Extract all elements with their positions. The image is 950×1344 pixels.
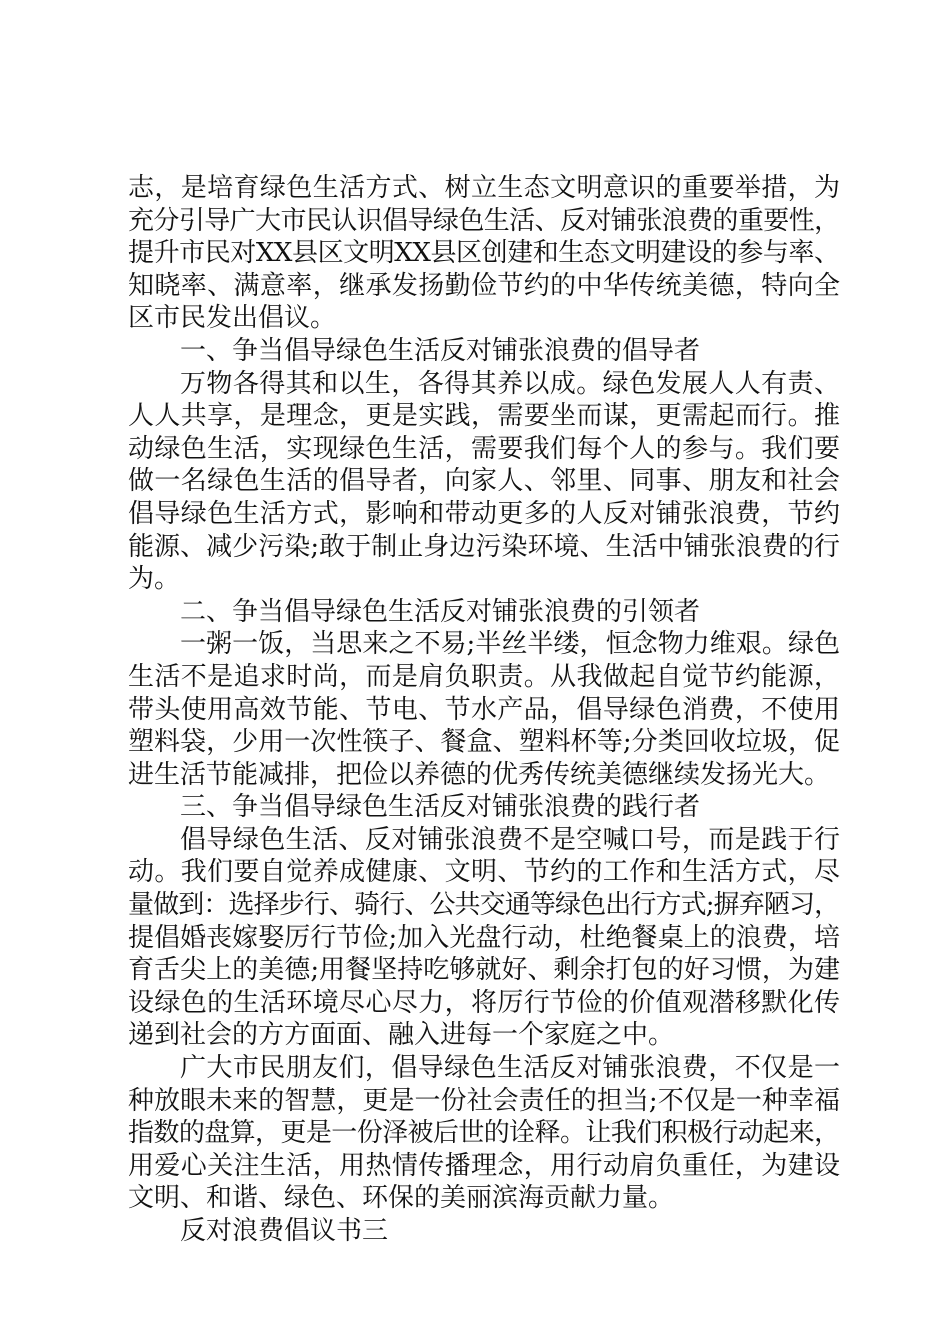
text-line: 倡导绿色生活方式，影响和带动更多的人反对铺张浪费，节约 [128, 498, 840, 529]
document-body [128, 172, 840, 1248]
text-line: 种放眼未来的智慧，更是一份社会责任的担当;不仅是一种幸福 [128, 1085, 840, 1116]
text-line: 一、争当倡导绿色生活反对铺张浪费的倡导者 [180, 335, 701, 366]
text-line: 提升市民对XX县区文明XX县区创建和生态文明建设的参与率、 [128, 238, 840, 269]
text-line: 进生活节能减排，把俭以养德的优秀传统美德继续发扬光大。 [128, 759, 831, 790]
text-line: 区市民发出倡议。 [128, 303, 337, 334]
text-line: 三、争当倡导绿色生活反对铺张浪费的践行者 [180, 792, 701, 823]
text-line: 做一名绿色生活的倡导者，向家人、邻里、同事、朋友和社会 [128, 466, 840, 497]
text-line: 反对浪费倡议书三 [180, 1216, 389, 1246]
text-line: 万物各得其和以生，各得其养以成。绿色发展人人有责、 [180, 368, 840, 399]
text-line: 志，是培育绿色生活方式、树立生态文明意识的重要举措，为 [128, 173, 840, 203]
text-line: 带头使用高效节能、节电、节水产品，倡导绿色消费，不使用 [128, 694, 840, 725]
text-line: 知晓率、满意率，继承发扬勤俭节约的中华传统美德，特向全 [128, 270, 840, 301]
text-line: 量做到：选择步行、骑行、公共交通等绿色出行方式;摒弃陋习， [128, 890, 840, 921]
text-line: 动。我们要自觉养成健康、文明、节约的工作和生活方式，尽 [128, 857, 840, 888]
text-line: 倡导绿色生活、反对铺张浪费不是空喊口号，而是践于行 [180, 824, 840, 855]
text-line: 为。 [128, 564, 181, 595]
text-line: 充分引导广大市民认识倡导绿色生活、反对铺张浪费的重要性， [128, 205, 840, 236]
text-line: 育舌尖上的美德;用餐坚持吃够就好、剩余打包的好习惯，为建 [128, 955, 840, 986]
text-line: 文明、和谐、绿色、环保的美丽滨海贡献力量。 [128, 1183, 675, 1214]
text-line: 广大市民朋友们，倡导绿色生活反对铺张浪费，不仅是一 [180, 1053, 840, 1084]
text-line: 塑料袋，少用一次性筷子、餐盒、塑料杯等;分类回收垃圾，促 [128, 727, 840, 758]
text-line: 一粥一饭，当思来之不易;半丝半缕，恒念物力维艰。绿色 [180, 629, 840, 660]
text-line: 提倡婚丧嫁娶厉行节俭;加入光盘行动，杜绝餐桌上的浪费，培 [128, 922, 840, 953]
text-line: 用爱心关注生活，用热情传播理念，用行动肩负重任，为建设 [128, 1150, 840, 1181]
text-line: 动绿色生活，实现绿色生活，需要我们每个人的参与。我们要 [128, 433, 840, 464]
text-line: 二、争当倡导绿色生活反对铺张浪费的引领者 [180, 596, 701, 627]
text-line: 能源、减少污染;敢于制止身边污染环境、生活中铺张浪费的行 [128, 531, 840, 562]
text-line: 递到社会的方方面面、融入进每一个家庭之中。 [128, 1020, 675, 1051]
text-line: 指数的盘算，更是一份泽被后世的诠释。让我们积极行动起来， [128, 1118, 840, 1149]
text-line: 人人共享，是理念，更是实践，需要坐而谋，更需起而行。推 [128, 401, 840, 432]
text-line: 设绿色的生活环境尽心尽力，将厉行节俭的价值观潜移默化传 [128, 987, 840, 1018]
text-line: 生活不是追求时尚，而是肩负职责。从我做起自觉节约能源， [128, 661, 840, 692]
